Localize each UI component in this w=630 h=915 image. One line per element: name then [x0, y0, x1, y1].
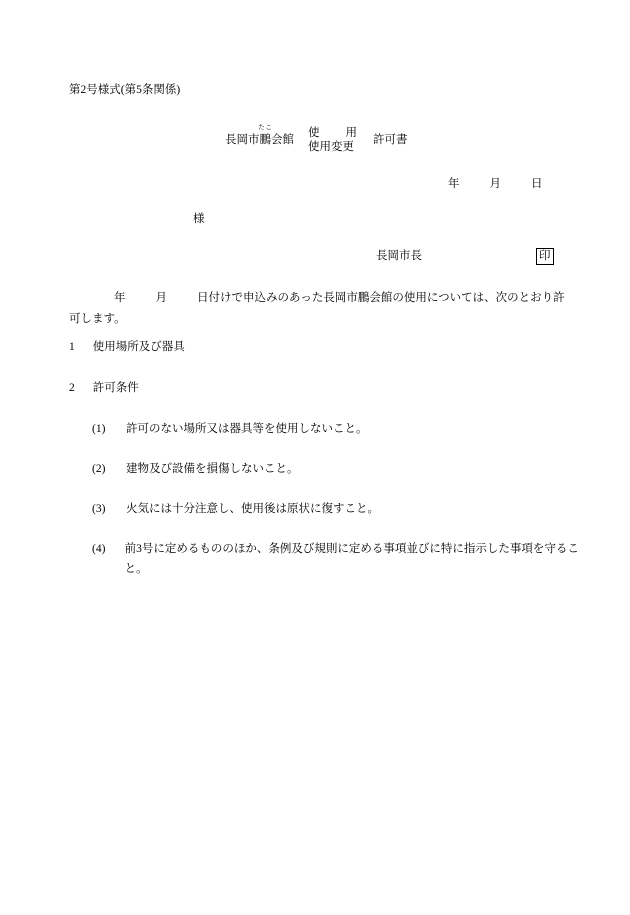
- condition-4-text: 前3号に定めるもののほか、条例及び規則に定める事項並びに特に指示した事項を守ること。: [124, 543, 579, 576]
- venue-prefix: 長岡市: [225, 133, 260, 146]
- condition-1-text: 許可のない場所又は器具等を使用しないこと。: [126, 423, 368, 435]
- venue-ruby-base: 鵬: [259, 133, 271, 146]
- condition-1-label: (1): [92, 423, 106, 435]
- item-2-number: 2: [69, 382, 75, 394]
- item-1-number: 1: [69, 341, 75, 353]
- condition-3-text: 火気には十分注意し、使用後は原状に復すこと。: [126, 503, 379, 515]
- item-1-label: 使用場所及び器具: [92, 341, 185, 353]
- condition-3-label: (3): [92, 503, 106, 515]
- section-item-1: [69, 339, 185, 356]
- section-item-2: [69, 380, 139, 397]
- issuer-name: 長岡市長: [376, 250, 422, 263]
- condition-item-4: [92, 539, 582, 579]
- issue-date-month: 月: [489, 178, 501, 190]
- condition-2-text: 建物及び設備を損傷しないこと。: [126, 463, 299, 475]
- body-text: 日付けで申込みのあった長岡市鵬会館の使用については、次のとおり許可します。: [69, 292, 565, 326]
- issue-date-line: [448, 176, 543, 193]
- issuer-row: [376, 248, 554, 265]
- condition-item-3: [92, 499, 582, 519]
- venue-ruby-group: [258, 123, 273, 149]
- condition-4-label: (4): [92, 543, 106, 555]
- document-title: [225, 123, 408, 155]
- issue-date-year: 年: [448, 178, 460, 190]
- use-word-right: 用: [345, 127, 357, 139]
- venue-name: [225, 123, 294, 149]
- seal-stamp: 印: [536, 248, 554, 265]
- condition-item-2: [92, 459, 582, 479]
- body-date-month: 月: [155, 292, 167, 304]
- condition-item-1: [92, 419, 582, 439]
- form-number: 第2号様式(第5条関係): [69, 84, 181, 96]
- use-word-left: 使: [308, 127, 320, 139]
- venue-ruby: たこ: [258, 123, 273, 131]
- condition-2-label: (2): [92, 463, 106, 475]
- addressee-sama: 様: [193, 213, 205, 225]
- issue-date-day: 日: [531, 178, 543, 190]
- permit-word: 許可書: [373, 133, 408, 146]
- item-2-label: 許可条件: [92, 382, 139, 394]
- body-paragraph: [69, 288, 569, 331]
- use-type-stack: [308, 126, 357, 155]
- venue-suffix: 会館: [271, 133, 294, 146]
- use-line-2: 使用変更: [308, 141, 354, 154]
- body-date-year: 年: [114, 292, 126, 304]
- use-line-1: [308, 126, 357, 140]
